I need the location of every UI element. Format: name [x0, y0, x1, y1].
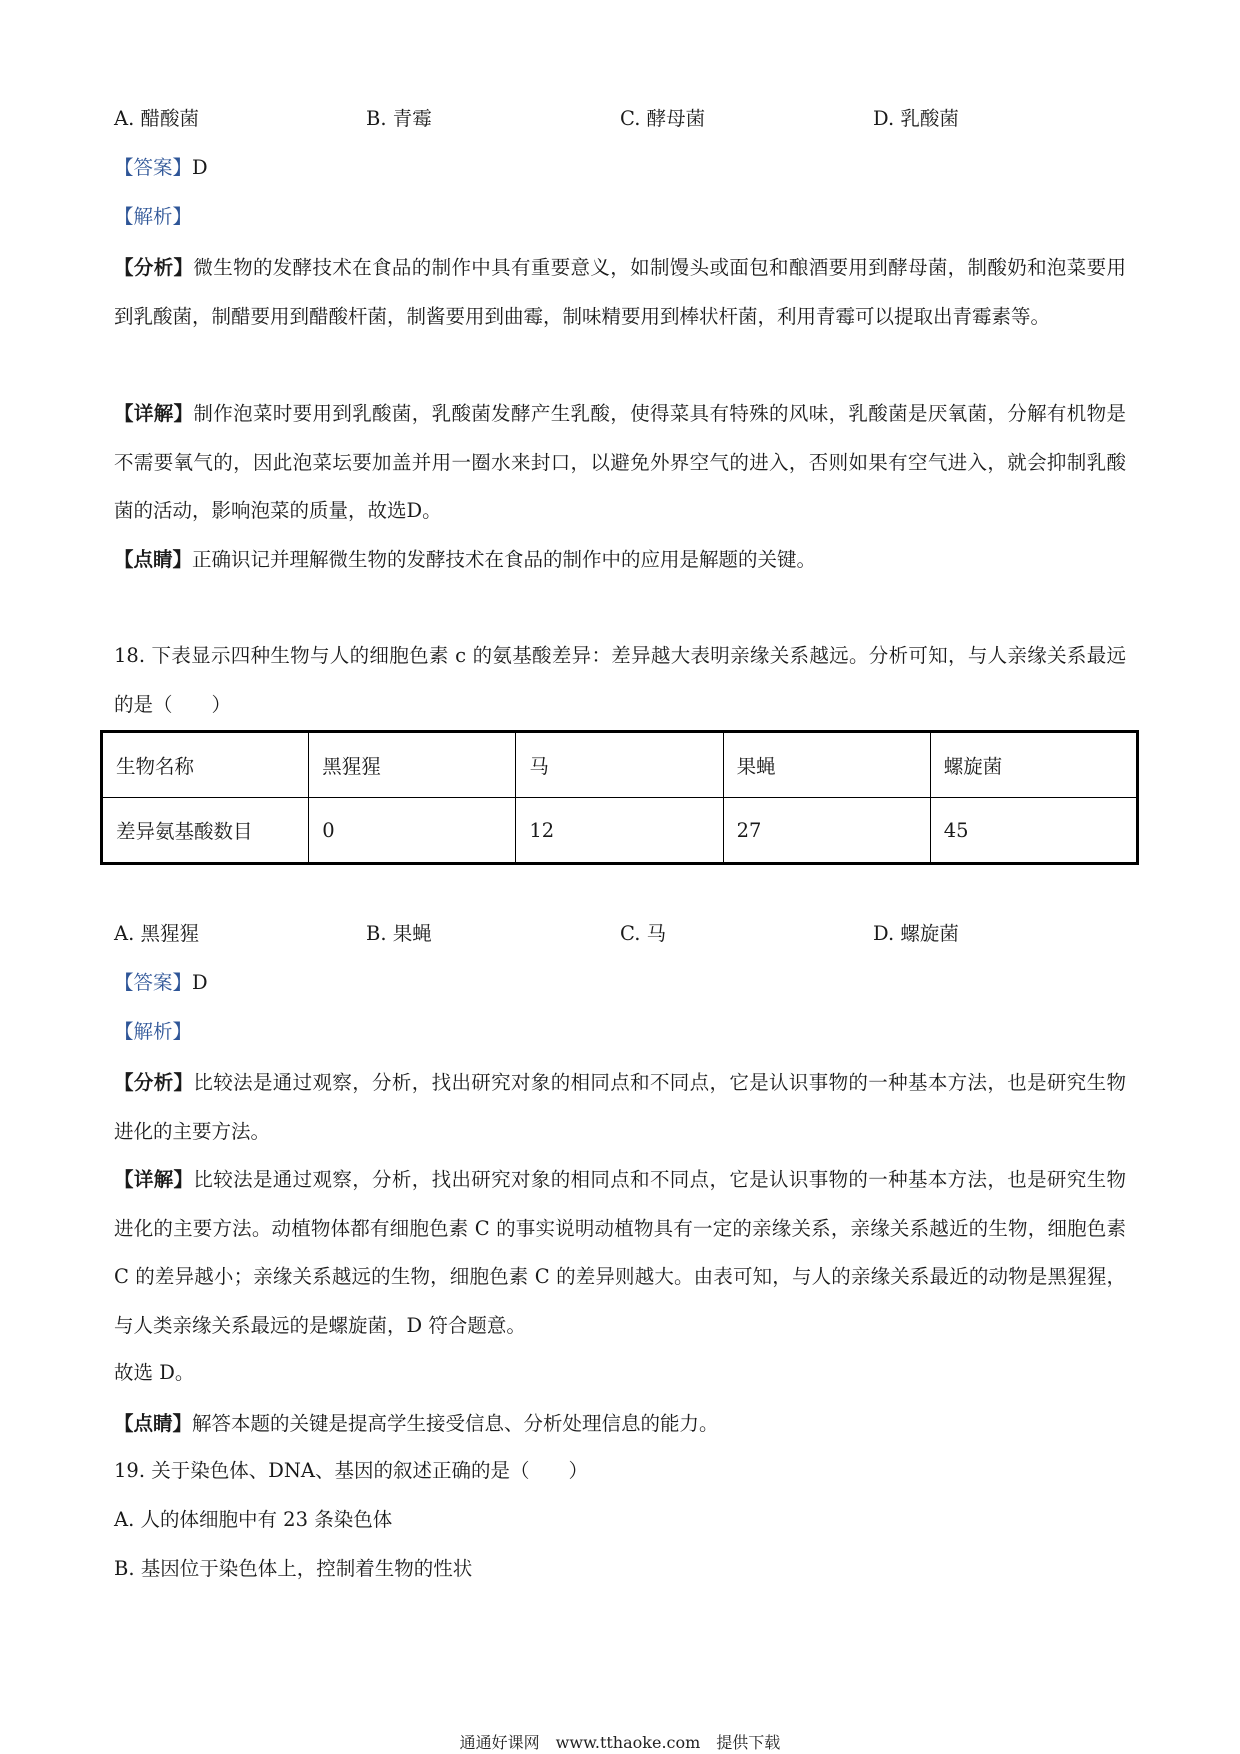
answer-tag: 【答案】: [114, 971, 193, 994]
table-row: [102, 732, 1138, 798]
fenxi-tag: 【分析】: [114, 1071, 194, 1094]
q19-stem: 19. 关于染色体、DNA、基因的叙述正确的是（ ）: [114, 1459, 588, 1482]
fenxi-tag: 【分析】: [114, 256, 194, 279]
q17-option-a: A. 醋酸菌: [114, 107, 199, 130]
q18-option-c: C. 马: [620, 922, 667, 945]
table-cell: 27: [723, 798, 930, 864]
table-cell: 45: [930, 798, 1137, 864]
q18-xiangjie: [114, 1156, 1126, 1350]
table-cell: 马: [516, 732, 723, 798]
dianjing-tag: 【点睛】: [114, 1412, 193, 1435]
table-cell: 黑猩猩: [309, 732, 516, 798]
q18-fenxi: [114, 1059, 1126, 1156]
xiangjie-text: 制作泡菜时要用到乳酸菌，乳酸菌发酵产生乳酸，使得菜具有特殊的风味，乳酸菌是厌氧菌，分解有机物是不需要氧气的，因此泡菜坛要加盖并用一圈水来封口，以避免外界空气的进入，否则如果有空气进入，就会抑制乳酸菌的活动，影响泡菜的质量，故选D。: [114, 402, 1126, 522]
xiangjie-tag: 【详解】: [114, 402, 194, 425]
q17-fenxi: [114, 244, 1126, 341]
q18-option-d: D. 螺旋菌: [873, 922, 959, 945]
xiangjie-text: 比较法是通过观察，分析，找出研究对象的相同点和不同点，它是认识事物的一种基本方法，也是研究生物进化的主要方法。动植物体都有细胞色素 C 的事实说明动植物具有一定的亲缘关系，亲缘关系越近的生物，细胞色素 C 的差异越小；亲缘关系越远的生物，细胞色素 C 的差异则越大。由表可知，与人的亲缘关系最近的动物是黑猩猩，与人类亲缘关系最远的是螺旋菌，D 符合题意。: [114, 1168, 1126, 1337]
q18-answer: [114, 970, 208, 996]
q18-table: [100, 730, 1139, 865]
q18-option-b: B. 果蝇: [366, 922, 432, 945]
fenxi-text: 比较法是通过观察，分析，找出研究对象的相同点和不同点，它是认识事物的一种基本方法，也是研究生物进化的主要方法。: [114, 1071, 1126, 1143]
xiangjie-tag: 【详解】: [114, 1168, 194, 1191]
q17-option-d: D. 乳酸菌: [873, 107, 959, 130]
answer-tag: 【答案】: [114, 156, 193, 179]
q18-analysis-heading: [114, 1019, 192, 1045]
page-footer: 通通好课网 www.tthaoke.com 提供下载: [459, 1733, 781, 1752]
table-cell: 生物名称: [102, 732, 309, 798]
analysis-tag: 【解析】: [114, 1020, 193, 1043]
dianjing-tag: 【点睛】: [114, 548, 193, 571]
q17-option-b: B. 青霉: [366, 107, 432, 130]
q18-option-a: A. 黑猩猩: [114, 922, 199, 945]
q18-stem: 18. 下表显示四种生物与人的细胞色素 c 的氨基酸差异：差异越大表明亲缘关系越远。分析可知，与人亲缘关系最远的是（ ）: [114, 644, 1126, 716]
q17-xiangjie: [114, 390, 1126, 536]
table-cell: 差异氨基酸数目: [102, 798, 309, 864]
answer-value: D: [192, 156, 208, 179]
dianjing-text: 解答本题的关键是提高学生接受信息、分析处理信息的能力。: [192, 1412, 719, 1435]
table-cell: 0: [309, 798, 516, 864]
table-row: [102, 798, 1138, 864]
analysis-tag: 【解析】: [114, 205, 193, 228]
q17-dianjing: [114, 536, 1126, 585]
table-cell: 12: [516, 798, 723, 864]
q17-option-c: C. 酵母菌: [620, 107, 706, 130]
fenxi-text: 微生物的发酵技术在食品的制作中具有重要意义，如制馒头或面包和酿酒要用到酵母菌，制酸奶和泡菜要用到乳酸菌，制醋要用到醋酸杆菌，制酱要用到曲霉，制味精要用到棒状杆菌，利用青霉可以提取出青霉素等。: [114, 256, 1126, 328]
q19-option-a: A. 人的体细胞中有 23 条染色体: [114, 1508, 393, 1531]
q17-analysis-heading: [114, 204, 192, 230]
table-cell: 螺旋菌: [930, 732, 1137, 798]
answer-value: D: [192, 971, 208, 994]
table-cell: 果蝇: [723, 732, 930, 798]
q17-answer: [114, 155, 208, 181]
q19-option-b: B. 基因位于染色体上，控制着生物的性状: [114, 1557, 473, 1580]
q18-dianjing: [114, 1400, 1126, 1449]
dianjing-text: 正确识记并理解微生物的发酵技术在食品的制作中的应用是解题的关键。: [192, 548, 817, 571]
q18-conclusion: 故选 D。: [114, 1361, 195, 1384]
